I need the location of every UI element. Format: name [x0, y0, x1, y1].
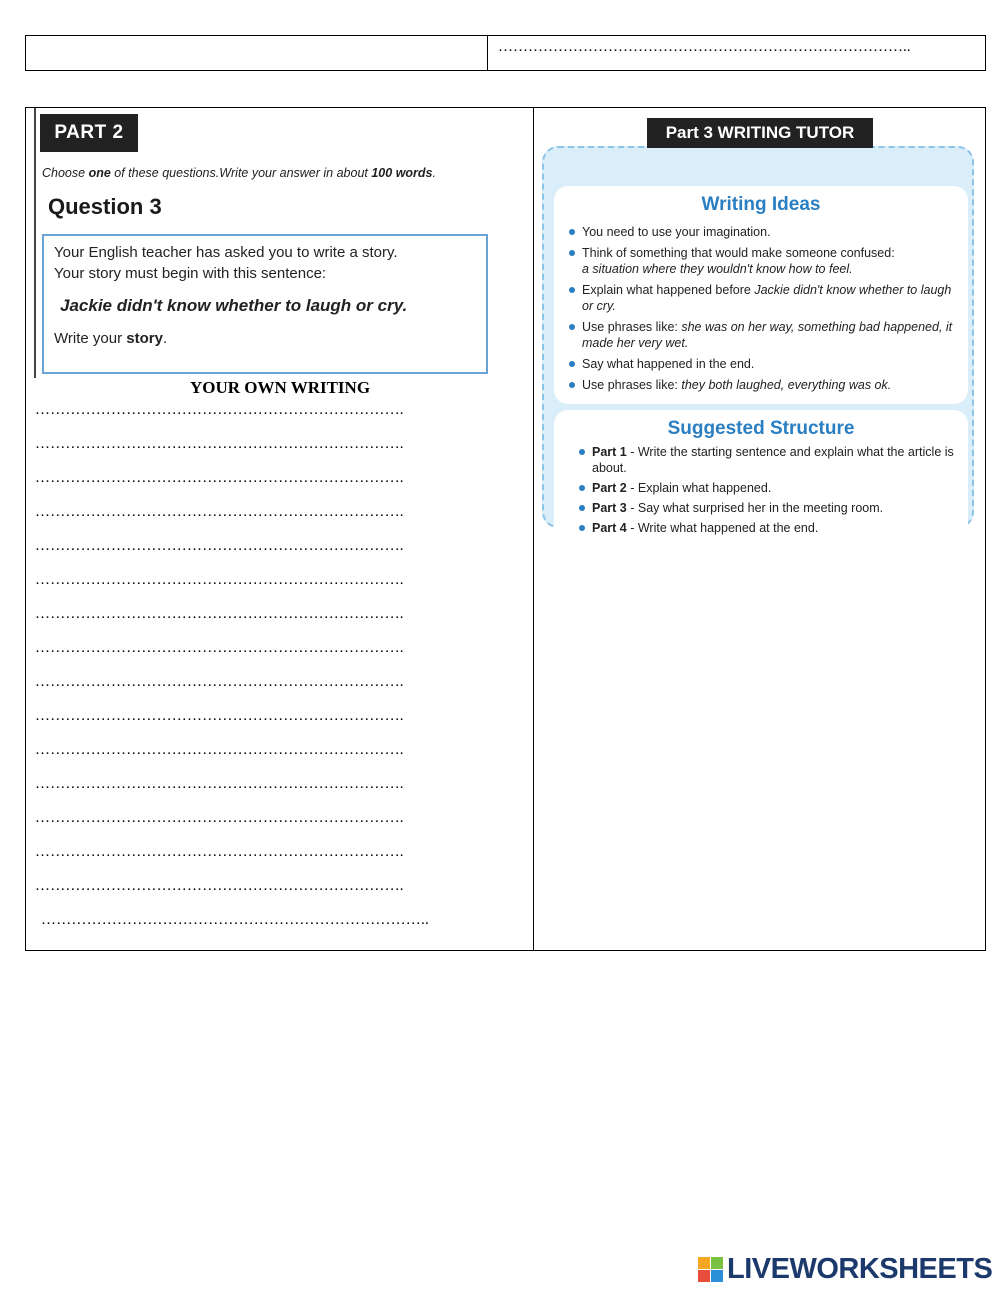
writing-line[interactable]: ……………………………………………………………….: [35, 504, 404, 520]
writing-line[interactable]: ……………………………………………………………….: [35, 640, 404, 656]
tutor-badge: Part 3 WRITING TUTOR: [647, 118, 873, 148]
idea-item: Explain what happened before Jackie didn't know whether to laugh or cry.: [568, 282, 962, 314]
writing-line[interactable]: ……………………………………………………………….: [35, 436, 404, 452]
idea-item: Say what happened in the end.: [568, 356, 962, 372]
idea-item: You need to use your imagination.: [568, 224, 962, 240]
structure-item: Part 3 - Say what surprised her in the meeting room.: [578, 500, 958, 516]
writing-line[interactable]: ……………………………………………………………….: [35, 810, 404, 826]
task-write: Write your story.: [54, 330, 168, 347]
question-title: Question 3: [48, 194, 162, 219]
writing-line[interactable]: ……………………………………………………………….: [35, 844, 404, 860]
structure-item: Part 1 - Write the starting sentence and explain what the article is about.: [578, 444, 958, 476]
writing-ideas-title: Writing Ideas: [701, 194, 821, 215]
writing-line[interactable]: ……………………………………………………………….: [35, 708, 404, 724]
right-column: [534, 108, 985, 950]
idea-item: Use phrases like: she was on her way, something bad happened, it made her very wet.: [568, 319, 962, 351]
writing-line[interactable]: ……………………………………………………………….: [35, 572, 404, 588]
idea-item: Use phrases like: they both laughed, everything was ok.: [568, 377, 962, 393]
task-line-1: Your English teacher has asked you to write a story.: [54, 244, 398, 261]
writing-line[interactable]: ……………………………………………………………….: [35, 742, 404, 758]
logo-mark-icon: [698, 1257, 723, 1282]
part2-badge: PART 2: [40, 114, 138, 152]
main-table: [25, 107, 986, 951]
writing-line[interactable]: ……………………………………………………………….: [35, 878, 404, 894]
writing-line[interactable]: ……………………………………………………………….: [35, 470, 404, 486]
header-table: [25, 35, 986, 71]
writing-line[interactable]: ……………………………………………………………….: [35, 538, 404, 554]
writing-ideas-panel: [554, 186, 968, 404]
liveworksheets-logo: [698, 1253, 992, 1286]
logo-text: LIVEWORKSHEETS: [727, 1253, 993, 1285]
writing-tutor: [542, 118, 974, 535]
structure-list: [578, 444, 958, 540]
part2-instruction: Choose one of these questions.Write your answer in about 100 words.: [42, 166, 436, 180]
part2-scan: [34, 108, 507, 378]
idea-item: Think of something that would make someone confused: a situation where they wouldn't know how to feel.: [568, 245, 962, 277]
header-dotted-field[interactable]: ………………………………………………………………………..: [498, 39, 911, 55]
task-line-2: Your story must begin with this sentence:: [54, 265, 327, 282]
suggested-structure-title: Suggested Structure: [667, 418, 855, 439]
task-quote: Jackie didn't know whether to laugh or cry.: [60, 296, 408, 315]
tutor-frame: [542, 146, 974, 535]
name-field[interactable]: [26, 36, 488, 70]
writing-line[interactable]: …………………………………………………………………..: [41, 912, 429, 928]
structure-item: Part 4 - Write what happened at the end.: [578, 520, 958, 536]
writing-line[interactable]: ……………………………………………………………….: [35, 402, 404, 418]
own-writing-title: YOUR OWN WRITING: [189, 378, 371, 397]
writing-ideas-list: [568, 224, 962, 398]
left-column: [26, 108, 534, 950]
suggested-structure-panel: [554, 410, 968, 550]
structure-item: Part 2 - Explain what happened.: [578, 480, 958, 496]
writing-line[interactable]: ……………………………………………………………….: [35, 606, 404, 622]
task-box: [42, 234, 488, 374]
writing-line[interactable]: ……………………………………………………………….: [35, 776, 404, 792]
writing-line[interactable]: ……………………………………………………………….: [35, 674, 404, 690]
